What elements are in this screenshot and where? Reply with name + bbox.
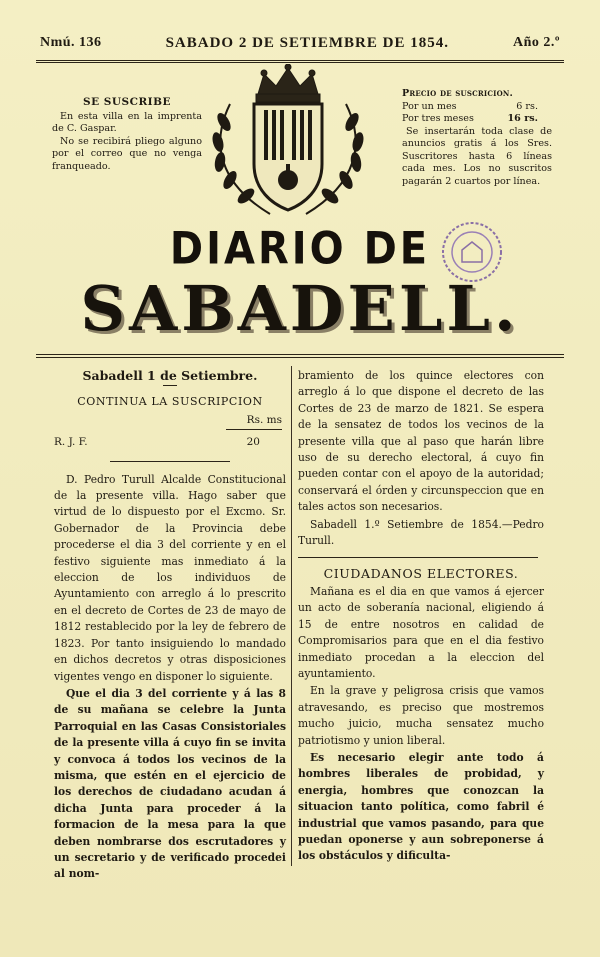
subscription-text-2: No se recibirá pliego alguno por el correo que no venga franqueado. bbox=[52, 135, 202, 172]
section-heading: Sabadell 1 de Setiembre. bbox=[82, 368, 258, 383]
issue-year: Año 2.º bbox=[512, 35, 560, 50]
title-rule bbox=[36, 354, 564, 358]
section-heading: CIUDADANOS ELECTORES. bbox=[323, 566, 519, 582]
title-line-1: DIARIO DE bbox=[169, 223, 431, 275]
entry-value: 20 bbox=[246, 436, 260, 449]
paragraph: bramiento de los quince electores con arreglo á lo que dispone el decreto de las Cortes de 23 de marzo de 1821. Se espera de la sensatez de todos los vecinos de la presente villa que al paso que harán libre uso de su derecho electoral, á cuyo fin pueden contar con el apoyo de la autoridad; conservará el órden y circunspeccion que en tales actos son necesarios. bbox=[298, 369, 544, 514]
continua-heading: CONTINUA LA SUSCRIPCION bbox=[77, 395, 263, 409]
issue-number: Nmú. 136 bbox=[40, 35, 102, 50]
subscription-entry bbox=[54, 430, 286, 450]
price-heading: Precio de suscricion. bbox=[402, 88, 513, 99]
paragraph: Es necesario elegir ante todo á hombres liberales de probidad, y energia, hombres que conozcan la situacion tanto política, como fabril é industrial que vamos pasando, para que puedan oponerse y aun sobreponerse á los obstáculos y dificulta- bbox=[298, 750, 544, 863]
price-label: Por tres meses bbox=[402, 113, 474, 124]
price-value: 6 rs. bbox=[516, 100, 538, 112]
signature: Sabadell 1.º Setiembre de 1854.—Pedro Turull. bbox=[298, 517, 544, 548]
left-column bbox=[54, 368, 286, 884]
section-rule bbox=[298, 557, 538, 558]
paragraph: Mañana es el dia en que vamos á ejercer un acto de soberanía nacional, eligiendo á 15 de entre nosotros en calidad de Compromisarios para que en el dia festivo inmediato procedan a la eleccion del ayuntamiento. bbox=[298, 584, 544, 680]
right-column bbox=[298, 368, 544, 866]
coat-of-arms-icon bbox=[200, 64, 376, 222]
price-box bbox=[402, 88, 552, 188]
rs-ms-label: Rs. ms bbox=[246, 413, 282, 426]
entry-name: R. J. F. bbox=[54, 436, 88, 449]
paragraph: Que el dia 3 del corriente y á las 8 de su mañana se celebre la Junta Parroquial en las Casas Consistoriales de la presente villa á cuyo fin se invita y convoca á todos los vecinos de la misma, que estén en el ejercicio de los derechos de ciudadano acudan á dicha Junta para proceder á la formacion de la mesa para la que deben nombrarse dos escrutadores y un secretario y de verificado procedei al nom- bbox=[54, 686, 286, 881]
masthead-rule bbox=[36, 60, 564, 63]
price-label: Por un mes bbox=[402, 100, 457, 112]
paragraph: D. Pedro Turull Alcalde Constitucional de la presente villa. Hago saber que virtud de lo dispuesto por el Excmo. Sr. Gobernador de la Provincia debe procederse el dia 3 del corriente y en el festivo siguiente mas inmediato á la eleccion de los individuos de Ayuntamiento con arreglo á lo prescrito en el decreto de Cortes de 23 de mayo de 1812 restablecido por la ley de febrero de 1823. Por tanto insiguiendo lo mandado en dichos decretos y otras disposiciones vigentes vengo en disponer lo siguiente. bbox=[54, 472, 286, 683]
issue-date: SABADO 2 DE SETIEMBRE DE 1854. bbox=[165, 34, 449, 51]
paragraph: En la grave y peligrosa crisis que vamos atravesando, es preciso que mostremos mucho juicio, mucha sensatez mucho patriotismo y union liberal. bbox=[298, 684, 544, 747]
subscription-text-1: En esta villa en la imprenta de C. Gaspar. bbox=[52, 110, 202, 134]
column-divider bbox=[291, 366, 292, 866]
masthead bbox=[40, 30, 560, 56]
price-row bbox=[402, 101, 552, 114]
title-line-2: SABADELL. bbox=[80, 272, 520, 345]
subscription-box bbox=[52, 96, 202, 173]
price-row bbox=[402, 113, 552, 126]
thin-rule bbox=[110, 461, 230, 462]
price-value: 16 rs. bbox=[507, 113, 538, 124]
subscription-heading: SE SUSCRIBE bbox=[83, 96, 171, 108]
short-rule bbox=[163, 385, 177, 386]
price-note: Se insertarán toda clase de anuncios gratis á los Sres. Suscritores hasta 6 líneas cada mes. Los no suscritos pagarán 2 cuartos por línea. bbox=[402, 125, 552, 187]
